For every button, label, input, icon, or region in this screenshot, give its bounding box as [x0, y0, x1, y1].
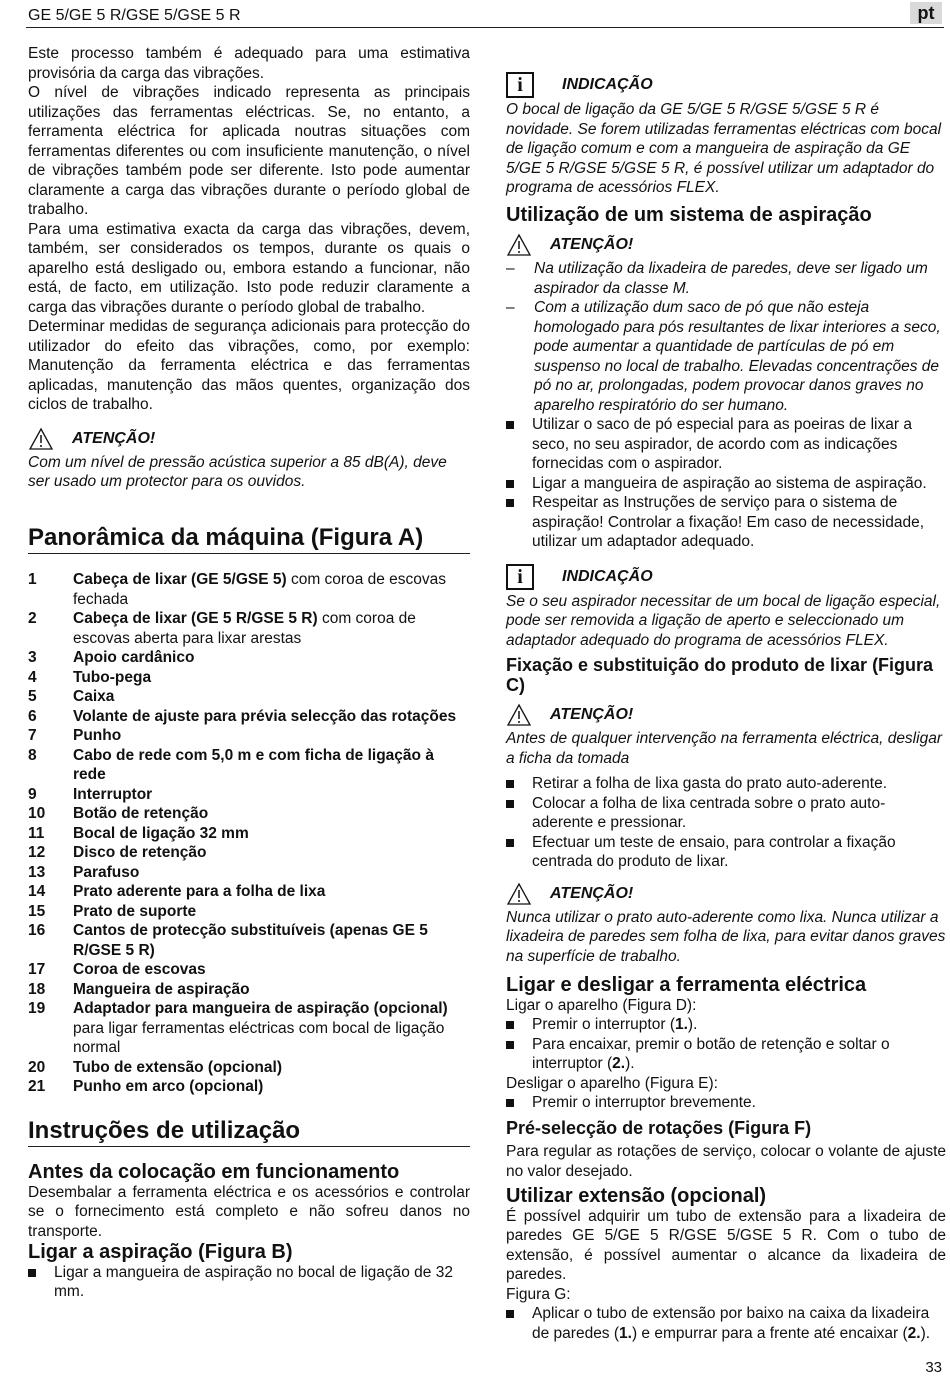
dash-text: Na utilização da lixadeira de paredes, deve ser ligado um aspirador da classe M.	[534, 260, 928, 297]
part-number: 12	[28, 844, 46, 861]
bullet-square-icon	[506, 499, 514, 507]
bullet-text: Para encaixar, premir o botão de retenção e soltar o interruptor (2.).	[532, 1035, 890, 1072]
bullet-square-icon	[506, 800, 514, 808]
fixation-bullets	[506, 774, 946, 872]
part-name: Volante de ajuste para prévia selecção das rotações	[73, 707, 457, 725]
part-number: 7	[28, 727, 37, 744]
part-number: 14	[28, 883, 46, 900]
part-description	[73, 687, 114, 707]
part-number: 2	[28, 610, 37, 627]
part-number: 8	[28, 746, 37, 764]
parts-list-item	[28, 804, 470, 824]
attention-text: Com um nível de pressão acústica superior a 85 dB(A), deve ser usado um protector para os ouvidos.	[28, 453, 447, 490]
part-number: 1	[28, 571, 37, 588]
intro-paragraph: Este processo também é adequado para uma estimativa provisória da carga das vibrações.	[28, 45, 470, 82]
list-item	[506, 1093, 946, 1113]
parts-list-item	[28, 609, 470, 648]
part-extra: com coroa de escovas fechada	[73, 571, 447, 608]
bullet-text: Colocar a folha de lixa centrada sobre o prato auto-aderente e pressionar.	[532, 794, 886, 831]
part-name: Mangueira de aspiração	[73, 980, 250, 998]
part-name: Apoio cardânico	[73, 649, 195, 666]
on-off-title: Ligar e desligar a ferramenta eléctrica	[506, 974, 867, 996]
intro-paragraph: Determinar medidas de segurança adicionais para protecção do utilizador do efeito das vibrações, como, por exemplo: Manutenção da ferramenta eléctrica e das ferramentas aplicadas, manutenção das mãos quentes, organização dos ciclos de trabalho.	[28, 318, 470, 413]
parts-list-item	[28, 960, 470, 980]
language-badge: pt	[910, 2, 942, 24]
parts-list-item	[28, 726, 470, 746]
part-name: Prato de suporte	[73, 902, 197, 920]
document-header: GE 5/GE 5 R/GSE 5/GSE 5 R	[28, 7, 241, 24]
part-extra: para ligar ferramentas eléctricas com bocal de ligação normal	[73, 1019, 445, 1056]
bullet-text: Aplicar o tubo de extensão por baixo na caixa da lixadeira de paredes (1.) e empurrar para a frente até encaixar (2.).	[532, 1305, 931, 1342]
part-number: 6	[28, 707, 37, 725]
parts-list-item	[28, 668, 470, 688]
part-description	[73, 668, 151, 688]
part-name: Punho	[73, 727, 122, 744]
part-extra: com coroa de escovas aberta para lixar arestas	[73, 610, 416, 647]
speed-title: Pré-selecção de rotações (Figura F)	[506, 1117, 812, 1138]
parts-list	[28, 570, 470, 1097]
part-description	[73, 960, 206, 980]
list-item	[506, 833, 946, 872]
attention-text: Nunca utilizar o prato auto-aderente como lixa. Nunca utilizar a lixadeira de paredes sem folha de lixa, para evitar danos graves na superfície de trabalho.	[506, 908, 946, 965]
part-name: Cabo de rede com 5,0 m e com ficha de ligação à rede	[73, 746, 434, 783]
parts-list-item	[28, 648, 470, 668]
part-name: Cantos de protecção substituíveis (apenas GE 5 R/GSE 5 R)	[73, 922, 428, 959]
part-name: Caixa	[73, 688, 115, 705]
switch-on-label: Ligar o aparelho (Figura D):	[506, 996, 697, 1014]
attention-label: ATENÇÃO!	[550, 884, 634, 902]
switch-off-bullets	[506, 1093, 946, 1113]
intro-paragraph: O nível de vibrações indicado representa as principais utilizações das ferramentas eléctricas. Se, no entanto, a ferramenta eléctrica for aplicada noutras situações com ferramentas diferentes ou com insuficiente manutenção, o nível de vibrações também pode ser diferente. Isto pode aumentar claramente a carga das vibrações durante o período global de trabalho.	[28, 84, 470, 218]
extraction-bullets	[506, 415, 946, 552]
before-operation-title: Antes da colocação em funcionamento	[28, 1161, 400, 1183]
list-item: – Com a utilização dum saco de pó que não esteja homologado para pós resultantes de lixar interiores a seco, pode aumentar a quantidade de partículas de pó em suspenso no local de trabalho. Elevadas concentrações de pó no ar, prolongadas, podem provocar danos graves no aparelho respiratório do ser humano.	[506, 298, 946, 415]
page-number: 33	[925, 1358, 942, 1376]
right-column	[506, 72, 946, 1343]
attention-block	[506, 703, 946, 727]
extension-figure-label: Figura G:	[506, 1285, 571, 1303]
bullet-square-icon	[506, 839, 514, 847]
overview-title: Panorâmica da máquina (Figura A)	[28, 528, 470, 555]
switch-on-bullets	[506, 1015, 946, 1074]
bullet-square-icon	[506, 1310, 514, 1318]
before-operation-text: Desembalar a ferramenta eléctrica e os acessórios e controlar se o fornecimento está completo e não sofreu danos no transporte.	[28, 1183, 470, 1240]
extraction-title: Utilização de um sistema de aspiração	[506, 203, 872, 226]
bullet-square-icon	[506, 780, 514, 788]
part-name: Botão de retenção	[73, 805, 209, 822]
attention-block	[506, 882, 946, 906]
part-number: 13	[28, 863, 46, 881]
part-name: Cabeça de lixar (GE 5 R/GSE 5 R)	[73, 610, 318, 627]
extension-text: É possível adquirir um tubo de extensão para a lixadeira de paredes GE 5/GE 5 R/GSE 5/GSE 5 R. Com o tubo de extensão, é possível aumentar o alcance da lixadeira de paredes.	[506, 1207, 946, 1283]
list-item	[506, 493, 946, 552]
info-icon: i	[506, 72, 534, 98]
list-item	[506, 474, 946, 494]
parts-list-item	[28, 882, 470, 902]
extension-title: Utilizar extensão (opcional)	[506, 1185, 767, 1207]
attention-text: Antes de qualquer intervenção na ferramenta eléctrica, desligar a ficha da tomada	[506, 730, 942, 767]
note-text: Se o seu aspirador necessitar de um bocal de ligação especial, pode ser removida a ligação de aperto e seleccionado um adaptador adequado do programa de acessórios FLEX.	[506, 592, 941, 649]
part-number: 16	[28, 922, 46, 939]
part-description	[73, 980, 250, 1000]
intro-paragraph: Para uma estimativa exacta da carga das vibrações, devem, também, ser considerados os tempos, durante os quais o aparelho está desligado ou, embora estando a funcionar, não está, de facto, em utilização. Isto pode reduzir claramente a carga das vibrações durante o período global de trabalho.	[28, 220, 470, 316]
parts-list-item	[28, 707, 470, 727]
part-name: Bocal de ligação 32 mm	[73, 824, 249, 842]
parts-list-item	[28, 999, 470, 1058]
bullet-square-icon	[506, 1041, 514, 1049]
part-number: 10	[28, 805, 46, 822]
note-label: INDICAÇÃO	[562, 76, 653, 94]
warning-triangle-icon	[506, 703, 532, 727]
note-text: O bocal de ligação da GE 5/GE 5 R/GSE 5/GSE 5 R é novidade. Se forem utilizadas ferramentas eléctricas com bocal de ligação comum e com a mangueira de aspiração da GE 5/GE 5 R/GSE 5/GSE 5 R, é possível utilizar um adaptador do programa de acessórios FLEX.	[506, 101, 942, 196]
attention-block	[28, 427, 470, 451]
warning-triangle-icon	[506, 882, 532, 906]
switch-off-label: Desligar o aparelho (Figura E):	[506, 1074, 718, 1092]
bullet-square-icon	[506, 1021, 514, 1029]
note-block	[506, 72, 946, 98]
part-description	[73, 570, 470, 609]
parts-list-item	[28, 785, 470, 805]
part-name: Tubo-pega	[73, 668, 152, 686]
part-name: Tubo de extensão (opcional)	[73, 1058, 282, 1076]
part-number: 11	[28, 824, 45, 842]
bullet-text: Efectuar um teste de ensaio, para controlar a fixação centrada do produto de lixar.	[532, 833, 896, 870]
parts-list-item	[28, 921, 470, 960]
bullet-text: Premir o interruptor (1.).	[532, 1016, 698, 1033]
bullet-text: Ligar a mangueira de aspiração no bocal de ligação de 32 mm.	[54, 1263, 453, 1300]
attention-label: ATENÇÃO!	[550, 706, 634, 724]
bullet-text: Premir o interruptor brevemente.	[532, 1094, 756, 1111]
part-name: Coroa de escovas	[73, 961, 206, 978]
bullet-text: Retirar a folha de lixa gasta do prato auto-aderente.	[532, 775, 888, 792]
part-number: 15	[28, 902, 46, 920]
parts-list-item	[28, 1077, 470, 1097]
dash-text: Com a utilização dum saco de pó que não esteja homologado para pós resultantes de lixar interiores a seco, pode aumentar a quantidade de partículas de pó em suspenso no local de trabalho. Elevadas concentrações de pó no ar, prolongadas, podem provocar danos graves no aparelho respiratório do ser humano.	[534, 299, 941, 414]
part-description	[73, 902, 196, 922]
attention-label: ATENÇÃO!	[550, 236, 634, 254]
list-item: – Na utilização da lixadeira de paredes, deve ser ligado um aspirador da classe M.	[506, 259, 946, 298]
part-description	[73, 726, 121, 746]
instructions-title: Instruções de utilização	[28, 1121, 470, 1148]
extension-bullets	[506, 1304, 946, 1343]
part-description	[73, 648, 194, 668]
attention-label: ATENÇÃO!	[72, 429, 156, 447]
part-description	[73, 843, 207, 863]
part-name: Adaptador para mangueira de aspiração (opcional)	[73, 1000, 448, 1017]
part-description	[73, 746, 470, 785]
left-column	[28, 44, 470, 1302]
list-item	[28, 1263, 470, 1302]
warning-triangle-icon	[506, 233, 532, 257]
parts-list-item	[28, 863, 470, 883]
parts-list-item	[28, 570, 470, 609]
list-item	[506, 1304, 946, 1343]
fixation-title: Fixação e substituição do produto de lixar (Figura C)	[506, 655, 934, 695]
extraction-dash-list	[506, 259, 946, 415]
part-description	[73, 882, 325, 902]
part-name: Prato aderente para a folha de lixa	[73, 883, 326, 900]
list-item	[506, 415, 946, 474]
part-description	[73, 824, 249, 844]
suction-bullets	[28, 1263, 470, 1302]
part-number: 18	[28, 980, 46, 998]
part-description	[73, 863, 139, 883]
part-description	[73, 609, 470, 648]
part-number: 20	[28, 1058, 46, 1076]
list-item	[506, 774, 946, 794]
attention-block	[506, 233, 946, 257]
part-number: 4	[28, 668, 37, 686]
bullet-text: Ligar a mangueira de aspiração ao sistema de aspiração.	[532, 474, 927, 492]
part-name: Cabeça de lixar (GE 5/GSE 5)	[73, 571, 287, 588]
part-number: 3	[28, 649, 37, 666]
part-description	[73, 707, 456, 727]
part-number: 17	[28, 961, 46, 978]
warning-triangle-icon	[28, 427, 54, 451]
parts-list-item	[28, 824, 470, 844]
part-number: 5	[28, 688, 37, 705]
part-description	[73, 1058, 282, 1078]
suction-title: Ligar a aspiração (Figura B)	[28, 1241, 293, 1263]
part-number: 19	[28, 1000, 46, 1017]
part-name: Parafuso	[73, 863, 140, 881]
header-rule	[26, 27, 944, 28]
part-description	[73, 1077, 263, 1097]
parts-list-item	[28, 843, 470, 863]
part-number: 9	[28, 785, 37, 803]
part-description	[73, 921, 470, 960]
list-item	[506, 1035, 946, 1074]
info-icon: i	[506, 564, 534, 590]
note-label: INDICAÇÃO	[562, 567, 653, 585]
bullet-square-icon	[506, 421, 514, 429]
list-item	[506, 794, 946, 833]
bullet-text: Utilizar o saco de pó especial para as poeiras de lixar a seco, no seu aspirador, de acordo com as indicações fornecidas com o aspirador.	[532, 416, 912, 472]
parts-list-item	[28, 687, 470, 707]
bullet-square-icon	[506, 1099, 514, 1107]
part-name: Disco de retenção	[73, 844, 207, 861]
bullet-square-icon	[28, 1269, 36, 1277]
part-description	[73, 804, 208, 824]
bullet-text: Respeitar as Instruções de serviço para o sistema de aspiração! Controlar a fixação! Em caso de necessidade, utilizar um adaptador adequado.	[532, 494, 925, 550]
parts-list-item	[28, 902, 470, 922]
speed-text: Para regular as rotações de serviço, colocar o volante de ajuste no valor desejado.	[506, 1143, 946, 1180]
part-description	[73, 999, 470, 1058]
part-description	[73, 785, 152, 805]
note-block	[506, 564, 946, 590]
parts-list-item	[28, 1058, 470, 1078]
parts-list-item	[28, 980, 470, 1000]
list-item	[506, 1015, 946, 1035]
bullet-square-icon	[506, 480, 514, 488]
part-number: 21	[28, 1078, 46, 1095]
parts-list-item	[28, 746, 470, 785]
part-name: Interruptor	[73, 785, 153, 803]
part-name: Punho em arco (opcional)	[73, 1078, 264, 1095]
